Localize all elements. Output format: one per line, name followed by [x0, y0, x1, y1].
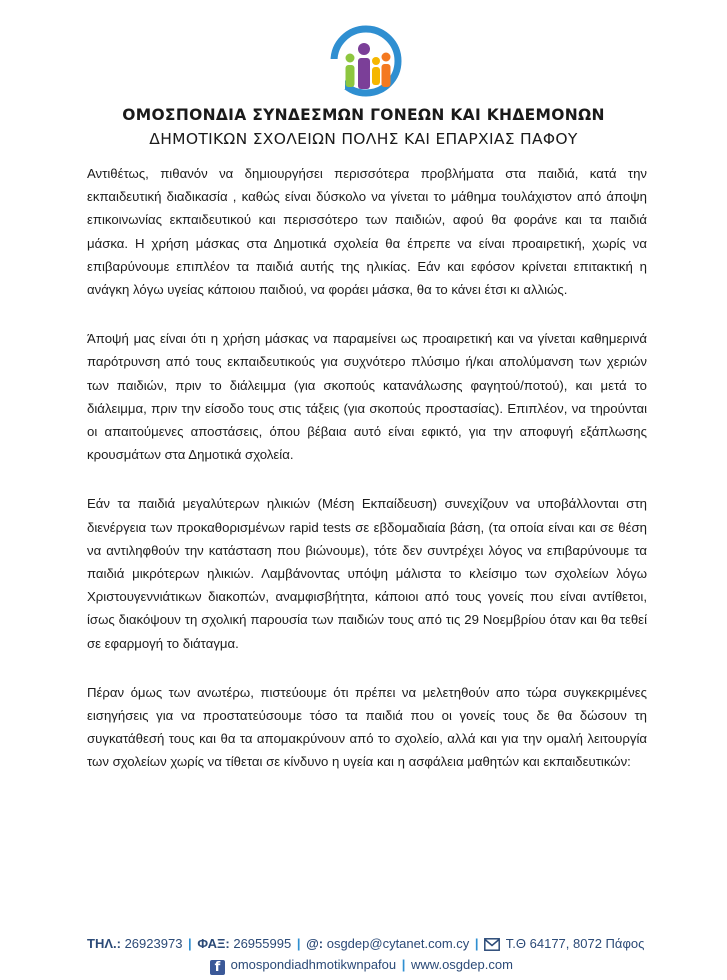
paragraph-4: Πέραν όμως των ανωτέρω, πιστεύουμε ότι πρέπει να μελετηθούν απο τώρα συγκεκριμένες εισηγήσεις για να προστατεύσουμε τόσο τα παιδιά που οι γονείς τους δε θα δώσουν τη συγκατάθεσή τους και θα τα απομακρύνουν από το σχολείο, αλλά και για την ομαλή λειτουργία των σχολείων χωρίς να τίθεται σε κίνδυνο η υγεία και η ασφάλεια μαθητών και εκπαιδευτικών:: [87, 684, 647, 770]
facebook-icon: f: [210, 960, 225, 975]
paragraph-3: Εάν τα παιδιά μεγαλύτερων ηλικιών (Μέση Εκπαίδευση) συνεχίζουν να υποβάλλονται στη διενέργεια των προκαθορισμένων rapid tests σε εβδομαδιαία βάση, (τα οποία είναι και σε θέση να αντιληφθούν την κατάσταση που βιώνουμε), τότε δεν συντρέχει λόγος να επιβαρύνουμε τα παιδιά μικρότερων ηλικιών. Λαμβάνοντας υπόψη μάλιστα το κλείσιμο των σχολείων λόγω Χριστουγεννιάτικων διακοπών, αναμφισβήτητα, κάποιοι από τους γονείς που είναι αντίθετοι, ίσως διακόψουν τη σχολική παρουσία των παιδιών τους από τις 29 Νοεμβρίου όταν και θα τεθεί σε εφαρμογή το διάταγμα.: [87, 496, 647, 651]
fax-number: 26955995: [233, 936, 292, 951]
email-address[interactable]: osgdep@cytanet.com.cy: [326, 936, 470, 951]
letter-body: [87, 162, 647, 800]
footer-line-1: [87, 936, 644, 951]
envelope-icon: [484, 938, 500, 951]
separator: |: [474, 936, 479, 951]
po-box-address: Τ.Θ 64177, 8072 Πάφος: [505, 936, 645, 951]
website-link[interactable]: www.osgdep.com: [411, 957, 513, 972]
separator: |: [188, 936, 192, 951]
fax-label: ΦΑΞ:: [197, 936, 230, 951]
organization-subtitle: ΔΗΜΟΤΙΚΩΝ ΣΧΟΛΕΙΩΝ ΠΟΛΗΣ ΚΑΙ ΕΠΑΡΧΙΑΣ ΠΑΦΟΥ: [149, 130, 578, 148]
email-label: @:: [306, 936, 324, 951]
family-logo-icon: [326, 25, 406, 97]
tel-label: ΤΗΛ.:: [87, 936, 121, 951]
separator: |: [296, 936, 301, 951]
facebook-page[interactable]: omospondiadhmotikwnpafou: [230, 957, 397, 972]
paragraph-1: Αντιθέτως, πιθανόν να δημιουργήσει περισσότερα προβλήματα στα παιδιά, κατά την εκπαιδευτική διαδικασία , καθώς είναι δύσκολο να γίνεται το μάθημα τουλάχιστον από άποψη επικοινωνίας εκπαιδευτικού και περισσότερο των παιδιών, αφού θα φοράνε και τα παιδιά μάσκα. Η χρήση μάσκας στα Δημοτικά σχολεία θα έπρεπε να είναι προαιρετική, χωρίς να επιβαρύνουμε επιπλέον τα παιδιά αυτής της ηλικίας. Εάν και εφόσον κρίνεται επιτακτική η ανάγκη λόγω υγείας κάποιου παιδιού, να φοράει μάσκα, θα το κάνει έτσι κι αλλιώς.: [87, 166, 647, 298]
tel-number: 26923973: [124, 936, 183, 951]
separator: |: [401, 957, 406, 972]
organization-name: ΟΜΟΣΠΟΝΔΙΑ ΣΥΝΔΕΣΜΩΝ ΓΟΝΕΩΝ ΚΑΙ ΚΗΔΕΜΟΝΩΝ: [122, 106, 605, 124]
footer-line-2: [210, 957, 513, 975]
paragraph-2: Άποψή μας είναι ότι η χρήση μάσκας να παραμείνει ως προαιρετική και να γίνεται καθημερινά παρότρυνση από τους εκπαιδευτικούς για συχνότερο πλύσιμο ή/και απολύμανση των χεριών των παιδιών, πριν το διάλειμμα (για σκοπούς κατανάλωσης φαγητού/ποτού), και μετά το διάλειμμα, πριν την είσοδο τους στις τάξεις (για σκοπούς προστασίας). Επιπλέον, να τηρούνται οι απαιτούμενες αποστάσεις, όπου βέβαια αυτό είναι εφικτό, για την αποφυγή εξάπλωσης κρουσμάτων στα Δημοτικά σχολεία.: [87, 331, 647, 463]
